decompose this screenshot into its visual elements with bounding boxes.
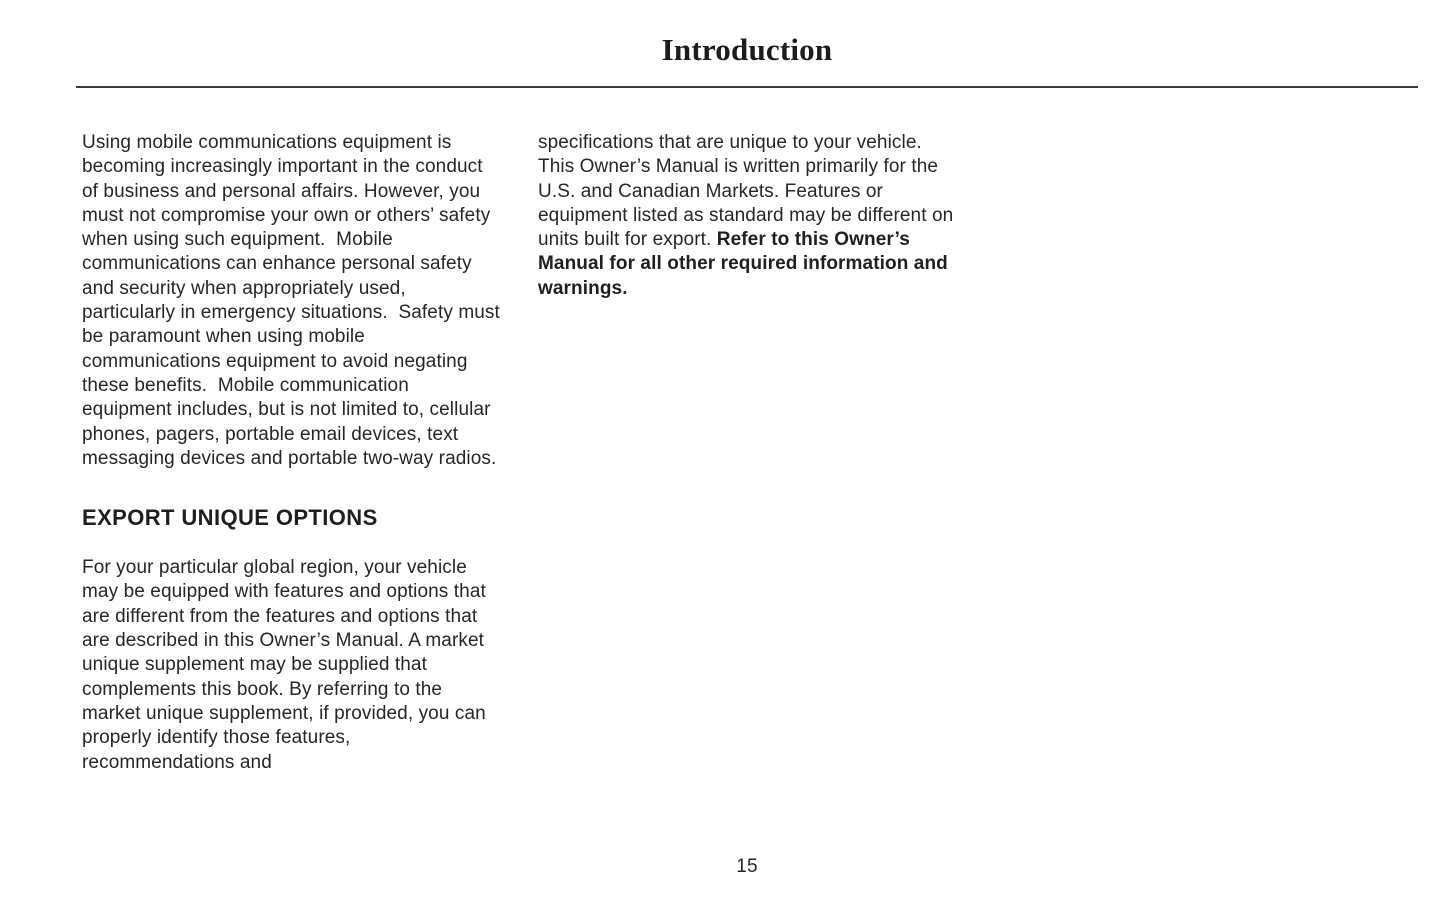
section-heading-export-unique-options: EXPORT UNIQUE OPTIONS <box>82 505 378 531</box>
body-paragraph-export-options: For your particular global region, your vehicle may be equipped with features and options that are different from the features and options that are described in this Owner’s Manual. A market unique supplement may be supplied that complements this book. By referring to the market unique supplement, if provided, you can properly identify those features, recommendations and <box>82 557 492 773</box>
page-footer <box>76 855 1418 879</box>
paragraph-normal-text: specifications that are unique to your vehicle. This Owner’s Manual is written primarily for the U.S. and Canadian Markets. Features or equipment listed as standard may be different on units built for export. <box>538 132 959 251</box>
left-column <box>82 131 506 775</box>
paragraph-bold-text: Refer to this Owner’s Manual for all other required information and warnings. <box>538 229 954 299</box>
content-columns <box>82 131 958 775</box>
page-title: Introduction <box>661 32 833 67</box>
right-column <box>538 131 958 301</box>
title-divider <box>76 86 1418 88</box>
body-paragraph-mobile-communications: Using mobile communications equipment is becoming increasingly important in the conduct of business and personal affairs. However, you must not compromise your own or others’ safety when using such equipment. Mobile communications can enhance personal safety and security when appropriately used, particularly in emergency situations. Safety must be paramount when using mobile communications equipment to avoid negating these benefits. Mobile communication equipment includes, but is not limited to, cellular phones, pagers, portable email devices, text messaging devices and portable two-way radios. <box>82 132 506 469</box>
page-number: 15 <box>736 856 758 877</box>
body-paragraph-specifications <box>538 131 958 301</box>
page-header <box>76 30 1418 70</box>
